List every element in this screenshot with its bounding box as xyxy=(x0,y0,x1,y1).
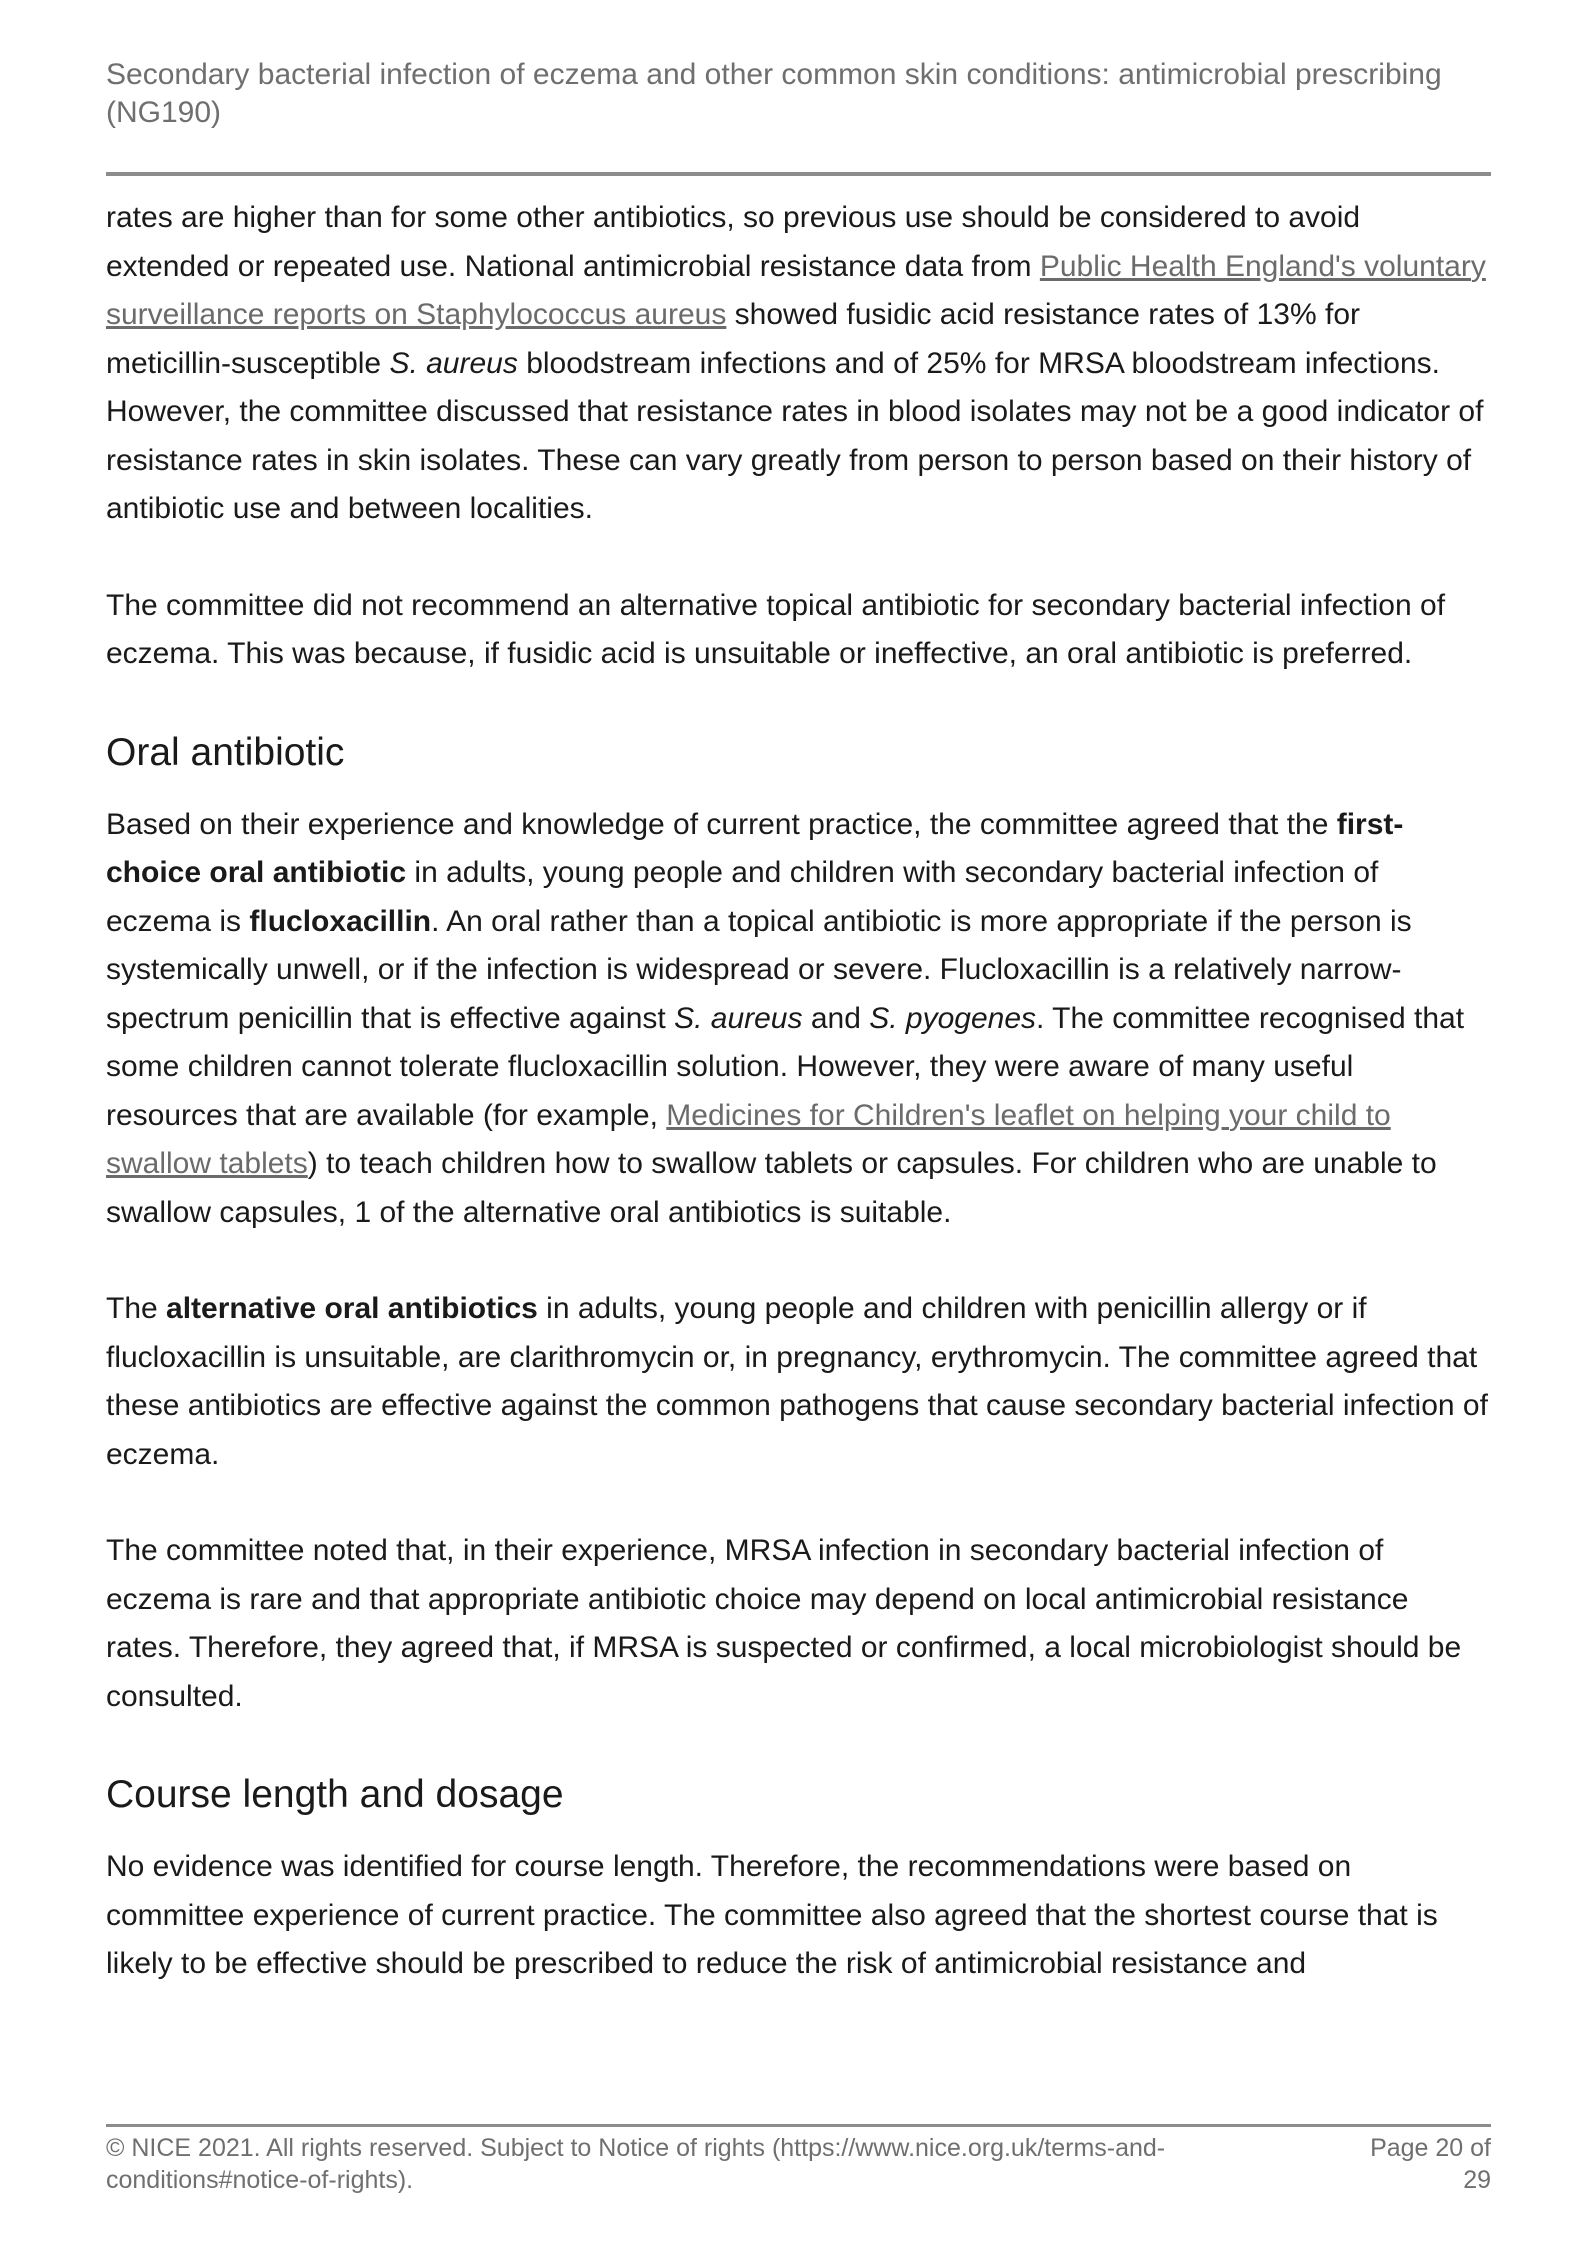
species-name: S. aureus xyxy=(674,1001,803,1035)
phe-surveillance-link[interactable]: Public Health England's voluntary surveillance reports on Staphylococcus aureus xyxy=(106,249,1486,331)
bold-term: flucloxacillin xyxy=(249,904,432,938)
heading-oral-antibiotic: Oral antibiotic xyxy=(106,730,345,774)
text-span: in adults, young people and children with penicillin allergy or if flucloxacillin is unsuitable, are clarithromycin or, in pregnancy, erythromycin. The committee agreed that these antibiotics are effective against the common pathogens that cause secondary bacterial infection of eczema. xyxy=(106,1292,1488,1471)
paragraph-mrsa: The committee noted that, in their experience, MRSA infection in secondary bacterial infection of eczema is rare and that appropriate antibiotic choice may depend on local antimicrobial resistance rates. Therefore, they agreed that, if MRSA is suspected or confirmed, a local microbiologist should be consulted. xyxy=(106,1534,1462,1713)
species-name: S. pyogenes xyxy=(869,1001,1037,1035)
heading-course-length: Course length and dosage xyxy=(106,1773,564,1816)
paragraph-no-alternative-topical: The committee did not recommend an alternative topical antibiotic for secondary bacterial infection of eczema. This was because, if fusidic acid is unsuitable or ineffective, an oral antibiotic is preferred. xyxy=(106,588,1446,670)
bold-term: alternative oral antibiotics xyxy=(166,1292,538,1325)
page-number: Page 20 of 29 xyxy=(1370,2134,1491,2194)
bold-term: first-choice oral antibiotic xyxy=(106,807,1404,889)
paragraph-course-length: No evidence was identified for course length. Therefore, the recommendations were based on committee experience of current practice. The committee also agreed that the shortest course that is likely to be effective should be prescribed to reduce the risk of antimicrobial resistance and xyxy=(106,1850,1438,1980)
text-span: Based on their experience and knowledge of current practice, the committee agreed that the xyxy=(106,807,1337,841)
footer-divider xyxy=(106,2124,1491,2127)
paragraph-first-choice-oral xyxy=(106,801,1491,1238)
medicines-for-children-link[interactable]: Medicines for Children's leaflet on helping your child to swallow tablets xyxy=(106,1098,1391,1180)
text-span: . An oral rather than a topical antibiotic is more appropriate if the person is systemically unwell, or if the infection is widespread or severe. Flucloxacillin is a relatively narrow-spectrum penicillin that is effective against xyxy=(106,904,1412,1035)
text-span: rates are higher than for some other antibiotics, so previous use should be considered to avoid extended or repeated use. National antimicrobial resistance data from xyxy=(106,201,1361,283)
footer-copyright: © NICE 2021. All rights reserved. Subject to Notice of rights (https://www.nice.org.uk/terms-and-conditions#notice-of-rights). xyxy=(106,2134,1166,2194)
text-span: ) to teach children how to swallow tablets or capsules. For children who are unable to swallow capsules, 1 of the alternative oral antibiotics is suitable. xyxy=(106,1147,1437,1229)
paragraph-alternative-oral xyxy=(106,1285,1491,1479)
text-span: showed fusidic acid resistance rates of 13% for meticillin-susceptible xyxy=(106,298,1360,380)
text-span: The xyxy=(106,1292,167,1325)
running-header: Secondary bacterial infection of eczema and other common skin conditions: antimicrobial prescribing (NG190) xyxy=(106,58,1442,129)
species-name: S. aureus xyxy=(389,346,518,380)
document-body xyxy=(106,194,1491,1989)
text-span: . The committee recognised that some children cannot tolerate flucloxacillin solution. However, they were aware of many useful resources that are available (for example, xyxy=(106,1001,1465,1132)
header-divider xyxy=(106,172,1491,176)
text-span: and xyxy=(802,1001,870,1035)
text-span: bloodstream infections and of 25% for MRSA bloodstream infections. However, the committee discussed that resistance rates in blood isolates may not be a good indicator of resistance rates in skin isolates. These can vary greatly from person to person based on their history of antibiotic use and between localities. xyxy=(106,346,1484,525)
paragraph-resistance-rates xyxy=(106,194,1491,534)
text-span: in adults, young people and children with secondary bacterial infection of eczema is xyxy=(106,856,1379,938)
